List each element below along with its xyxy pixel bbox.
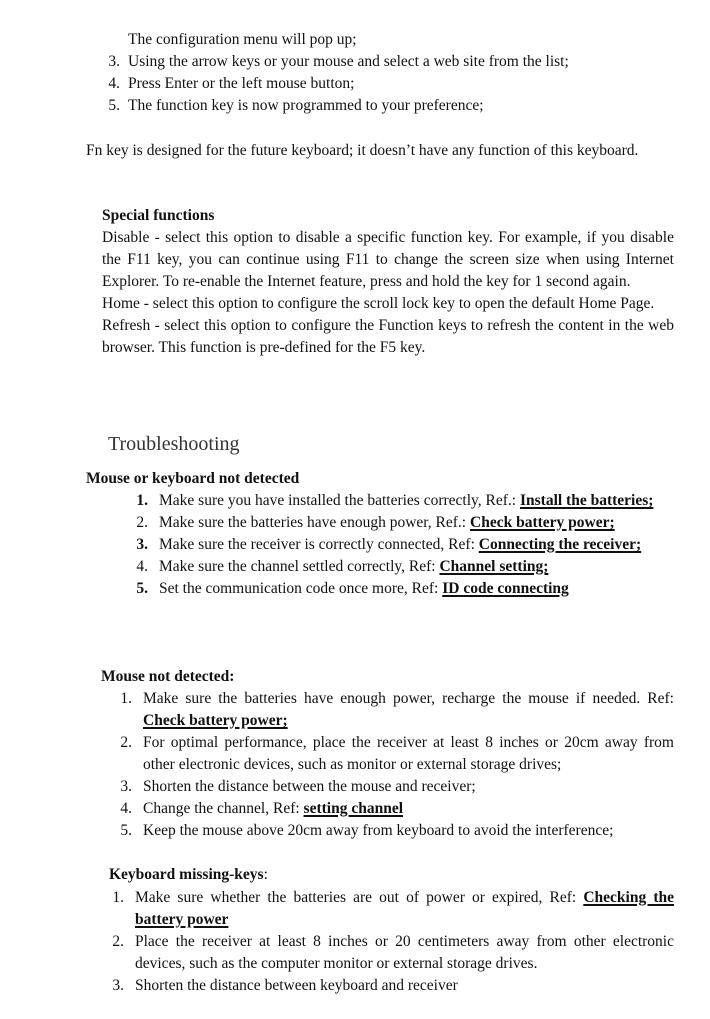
item-text: Place the receiver at least 8 inches or 20 centimeters away from other electronic devices, such as the computer monitor or external storage drives. bbox=[135, 933, 674, 972]
list-item bbox=[130, 556, 674, 578]
item-number: 3. bbox=[112, 977, 124, 994]
list-item bbox=[114, 732, 674, 776]
mouse-not-detected-list bbox=[114, 688, 674, 842]
item-text: Make sure the batteries have enough power, recharge the mouse if needed. Ref: bbox=[143, 690, 674, 707]
keyboard-missing-keys-list bbox=[106, 887, 674, 997]
item-text: Set the communication code once more, Ref: bbox=[159, 580, 443, 597]
list-item bbox=[100, 51, 680, 73]
list-item bbox=[106, 931, 674, 975]
item-text: Keep the mouse above 20cm away from keyboard to avoid the interference; bbox=[143, 822, 614, 839]
setting-channel-link[interactable]: setting channel bbox=[303, 800, 404, 817]
item-text: Make sure you have installed the batteries correctly, Ref.: bbox=[159, 492, 520, 509]
list-item bbox=[100, 73, 680, 95]
list-item bbox=[114, 688, 674, 732]
check-battery-power-link[interactable]: Check battery power; bbox=[470, 514, 615, 531]
item-text: For optimal performance, place the receiver at least 8 inches or 20cm away from other electronic devices, such as monitor or external storage drives; bbox=[143, 734, 674, 773]
home-paragraph: Home - select this option to configure the scroll lock key to open the default Home Page. bbox=[102, 295, 655, 312]
list-item bbox=[106, 975, 674, 997]
item-text: Make sure the batteries have enough power, Ref.: bbox=[159, 514, 470, 531]
step-number: 3. bbox=[108, 53, 120, 70]
fn-key-note: Fn key is designed for the future keyboard; it doesn’t have any function of this keyboard. bbox=[86, 142, 639, 159]
keyboard-heading-text: Keyboard missing-keys bbox=[109, 866, 264, 883]
item-number: 1. bbox=[136, 492, 148, 509]
item-text: Shorten the distance between the mouse and receiver; bbox=[143, 778, 476, 795]
item-number: 2. bbox=[120, 734, 132, 751]
list-item bbox=[114, 776, 674, 798]
mouse-not-detected-heading: Mouse not detected: bbox=[101, 668, 235, 685]
special-functions-body bbox=[102, 227, 674, 359]
list-item bbox=[100, 95, 680, 117]
item-text: Make sure the receiver is correctly connected, Ref: bbox=[159, 536, 479, 553]
list-item bbox=[130, 490, 674, 512]
id-code-connecting-link[interactable]: ID code connecting bbox=[442, 580, 569, 597]
item-number: 5. bbox=[136, 580, 148, 597]
item-number: 4. bbox=[120, 800, 132, 817]
keyboard-heading-colon: : bbox=[263, 866, 268, 883]
step-text: The function key is now programmed to your preference; bbox=[128, 97, 484, 114]
not-detected-list bbox=[130, 490, 674, 600]
channel-setting-link[interactable]: Channel setting; bbox=[439, 558, 549, 575]
intro-steps bbox=[100, 51, 680, 117]
step-number: 4. bbox=[108, 75, 120, 92]
item-number: 1. bbox=[112, 889, 124, 906]
special-functions-heading: Special functions bbox=[102, 207, 215, 224]
troubleshooting-title: Troubleshooting bbox=[108, 433, 240, 455]
item-text: Change the channel, Ref: bbox=[143, 800, 304, 817]
item-number: 2. bbox=[112, 933, 124, 950]
intro-continuation: The configuration menu will pop up; bbox=[128, 31, 357, 48]
item-number: 5. bbox=[120, 822, 132, 839]
item-text: Make sure whether the batteries are out of power or expired, Ref: bbox=[135, 889, 584, 906]
list-item bbox=[114, 820, 674, 842]
item-number: 3. bbox=[136, 536, 148, 553]
item-number: 1. bbox=[120, 690, 132, 707]
list-item bbox=[130, 578, 674, 600]
item-number: 4. bbox=[136, 558, 148, 575]
list-item bbox=[130, 534, 674, 556]
step-text: Using the arrow keys or your mouse and select a web site from the list; bbox=[128, 53, 569, 70]
disable-paragraph: Disable - select this option to disable a specific function key. For example, if you disable the F11 key, you can continue using F11 to change the screen size when using Internet Explorer. To re-enable the Internet feature, press and hold the key for 1 second again. bbox=[102, 229, 674, 290]
item-number: 3. bbox=[120, 778, 132, 795]
list-item bbox=[130, 512, 674, 534]
item-number: 2. bbox=[136, 514, 148, 531]
connecting-receiver-link[interactable]: Connecting the receiver; bbox=[478, 536, 642, 553]
check-battery-power-link[interactable]: Check battery power; bbox=[143, 712, 288, 729]
item-text: Make sure the channel settled correctly, Ref: bbox=[159, 558, 440, 575]
not-detected-heading: Mouse or keyboard not detected bbox=[86, 470, 300, 487]
list-item bbox=[106, 887, 674, 931]
step-text: Press Enter or the left mouse button; bbox=[128, 75, 355, 92]
step-number: 5. bbox=[108, 97, 120, 114]
keyboard-missing-keys-heading bbox=[109, 864, 669, 886]
refresh-paragraph: Refresh - select this option to configure the Function keys to refresh the content in the web browser. This function is pre-defined for the F5 key. bbox=[102, 317, 674, 356]
checking-battery-power-link[interactable]: Checking the battery power bbox=[135, 889, 674, 928]
item-text: Shorten the distance between keyboard and receiver bbox=[135, 977, 458, 994]
list-item bbox=[114, 798, 674, 820]
install-batteries-link[interactable]: Install the batteries; bbox=[519, 492, 654, 509]
